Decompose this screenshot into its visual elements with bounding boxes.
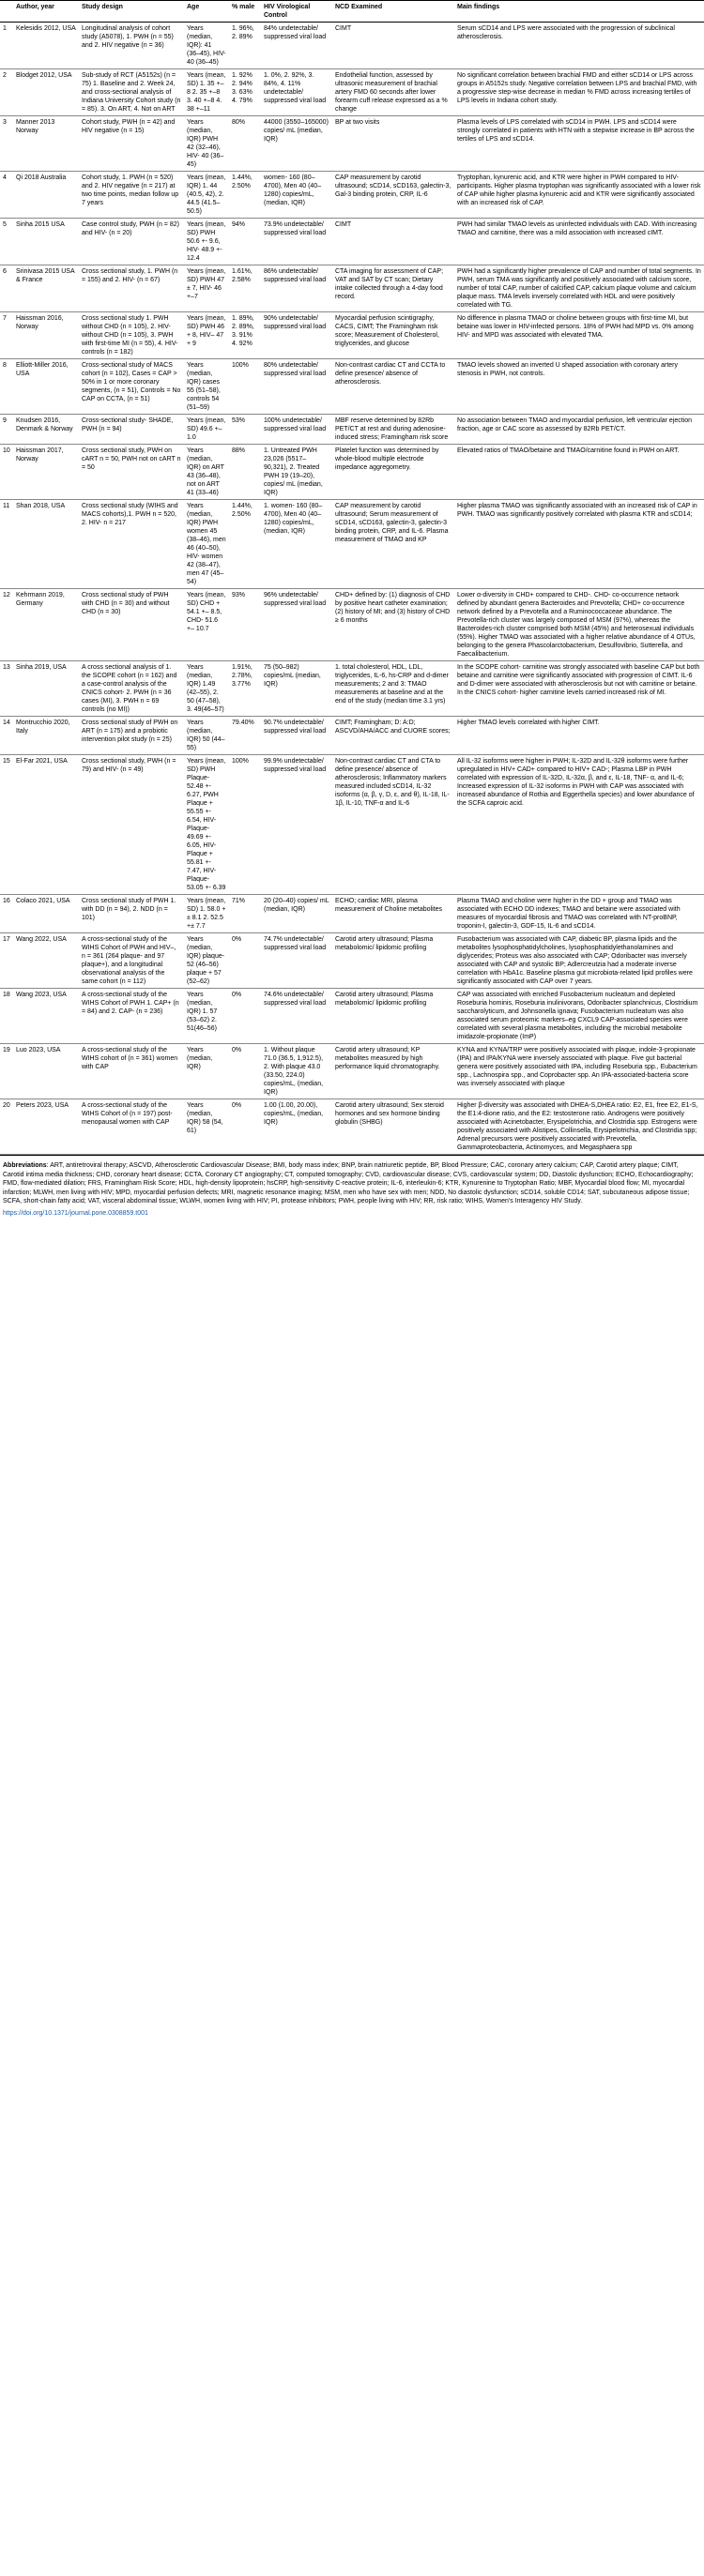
male-cell: 79.40% [232, 720, 254, 726]
table-row [0, 69, 704, 116]
design-cell: Cross-sectional study of MACS cohort (n = 102), Cases = CAP > 50% in 1 or more coronary segments, (n = 51), Controls = No CAP on CCTA, (n = 51) [82, 362, 181, 402]
table-row [0, 172, 704, 219]
ncd-cell: CAP measurement by carotid ultrasound; Serum measurement of sCD14, sCD163, galectin-3, galectin-3 binding protein, CRP, and IL-6. Plasma measurement of TMAO and KP [335, 503, 449, 543]
age-cell: Years (mean, SD) PWH 46 + 8, HIV– 47 + 9 [187, 315, 226, 347]
age-cell: Years (mean, IQR) 1. 44 (40.5, 42), 2. 44.5 (41.5–50.5) [187, 174, 226, 215]
author-cell: Wang 2022, USA [16, 936, 67, 943]
male-cell: 1. 92% 2. 94% 3. 63% 4. 79% [232, 72, 253, 104]
table-row [0, 717, 704, 755]
male-cell: 53% [232, 417, 246, 424]
design-cell: Cohort study, PWH (n = 42) and HIV negative (n = 15) [82, 119, 176, 134]
ncd-cell: Non-contrast cardiac CT and CTA to define presence/ absence of atherosclerosis; Inflammatory markers measured included sCD14, IL-32 isoforms (α, β, γ, D, ε, and θ), IL-18, IL-1β, IL-10, TNF-α and IL-6 [335, 758, 450, 807]
row-number: 14 [3, 720, 10, 726]
male-cell: 0% [232, 936, 242, 943]
author-cell: Kelesidis 2012, USA [16, 25, 76, 32]
hiv-control-cell: 90.7% undetectable/ suppressed viral load [264, 720, 327, 735]
design-cell: A cross-sectional study of the WIHS Cohort of PWH 1. CAP+ (n = 84) and 2. CAP- (n = 236) [82, 992, 179, 1015]
row-number: 2 [3, 72, 7, 79]
row-number: 4 [3, 174, 7, 181]
table-row [0, 933, 704, 989]
table-row [0, 989, 704, 1044]
hiv-control-cell: 80% undetectable/ suppressed viral load [264, 362, 327, 377]
author-cell: Montrucchio 2020, Italy [16, 720, 70, 735]
findings-cell: No significant correlation between brachial FMD and either sCD14 or LPS across groups in A5152s study. Negative correlation between LPS and brachial FMD, with a progressive step-wise decrease in median % FMD across increasing tertiles of LPS levels in Indiana cohort study. [457, 72, 697, 104]
row-number: 13 [3, 664, 10, 671]
hiv-control-cell: 1.00 (1.00, 20.00), copies/mL, (median, IQR) [264, 1102, 324, 1126]
design-cell: A cross-sectional study of the WIHS Cohort of (n = 197) post-menopausal women with CAP [82, 1102, 173, 1126]
findings-cell: KYNA and KYNA/TRP were positively associated with plaque, indole-3-propionate (IPA) and IPA/KYNA were inversely associated with plaque. Five gut bacterial genera were positively associated with IPA, including Roseburia spp., Eubacterium spp., Lachnospira spp., and Coprobacter spp. An IPA-associated-bacteria score was inversely associated with plaque [457, 1047, 697, 1087]
author-cell: Haissman 2017, Norway [16, 447, 64, 462]
author-cell: Srinivasa 2015 USA & France [16, 268, 75, 283]
age-cell: Years (mean, SD) PWH Plaque- 52.48 +- 6.27, PWH Plaque + 55.55 +- 6.54, HIV- Plaque- 49.69 +- 6.05, HIV- Plaque + 55.81 +- 7.47, HIV- Plaque- 53.05 +- 6.39 [187, 758, 226, 891]
hiv-control-cell: 1. 0%, 2. 92%, 3. 84%, 4. 11% undetectable/ suppressed viral load [264, 72, 327, 104]
ncd-cell: Myocardial perfusion scintigraphy, CACS, CIMT; The Framingham risk score; Measurement of Cholesterol, triglycerides, and glucose [335, 315, 439, 347]
male-cell: 80% [232, 119, 246, 126]
age-cell: Years (mean, SD) 1. 58.0 +± 8.1 2. 52.5 +± 7.7 [187, 898, 226, 930]
findings-cell: No association between TMAO and myocardial perfusion, left ventricular ejection fraction, age or CAC score as assessed by 82Rb PET/CT. [457, 417, 693, 432]
hiv-control-cell: 86% undetectable/ suppressed viral load [264, 268, 327, 283]
age-cell: Years (median, IQR) 1.49 (42–55), 2. 50 (47–58), 3. 49(46–57) [187, 664, 224, 713]
ncd-cell: Platelet function was determined by whole-blood multiple electrode impedance aggregometry. [335, 447, 439, 471]
table-row [0, 415, 704, 445]
design-cell: Cross sectional study of PWH with CHD (n = 30) and without CHD (n = 30) [82, 592, 170, 615]
author-cell: El-Far 2021, USA [16, 758, 68, 765]
table-row [0, 755, 704, 895]
hiv-control-cell: 73.9% undetectable/ suppressed viral load [264, 221, 327, 236]
design-cell: Cross sectional study of PWH on ART (n = 175) and a probiotic intervention pilot study (n = 25) [82, 720, 178, 743]
ncd-cell: CAP measurement by carotid ultrasound; sCD14, sCD163, galectin-3, Gal-3 binding protein, CRP, IL-6 [335, 174, 451, 198]
age-cell: Years (median, IQR) 1. 57 (53–62) 2. 51(46–56) [187, 992, 218, 1032]
hiv-control-cell: 75 (50–982) copies/mL (median, IQR) [264, 664, 321, 688]
hiv-control-cell: 1. Untreated PWH 23,026 (5517–90,321), 2. Treated PWH 19 (19–20), copies/ mL (median, IQR) [264, 447, 323, 496]
design-cell: A cross-sectional study of the WIHS cohort of (n = 361) women with CAP [82, 1047, 178, 1070]
male-cell: 1.91%, 2.78%, 3.77% [232, 664, 253, 688]
design-cell: Cross sectional study (WIHS and MACS cohorts),1. PWH n = 520, 2. HIV- n = 217 [82, 503, 178, 526]
age-cell: Years (median, IQR) 50 (44–55) [187, 720, 225, 751]
findings-cell: Higher plasma TMAO was significantly associated with an increased risk of CAP in PWH. TMAO was significantly positively correlated with plasma KTR and sCD14; [457, 503, 697, 518]
row-number: 15 [3, 758, 10, 765]
table-row [0, 359, 704, 415]
hiv-control-cell: 1. Without plaque 71.0 (36.5, 1,912.5), 2. With plaque 43.0 (33.50, 224.0) copies/mL, (median, IQR) [264, 1047, 324, 1096]
author-cell: Blodget 2012, USA [16, 72, 72, 79]
age-cell: Years (median, IQR) on ART 43 (36–48), not on ART 41 (33–46) [187, 447, 224, 496]
hiv-control-cell: 74.7% undetectable/ suppressed viral load [264, 936, 327, 951]
age-cell: Years (median, IQR) PWH 42 (32–46), HIV- 40 (36–45) [187, 119, 224, 168]
hiv-control-cell: 20 (20–40) copies/ mL (median, IQR) [264, 898, 329, 913]
author-cell: Sinha 2015 USA [16, 221, 65, 228]
author-cell: Haissman 2016, Norway [16, 315, 64, 330]
design-cell: A cross-sectional study of the WIHS Cohort of PWH and HIV–, n = 361 (264 plaque- and 97 plaque+), and a longitudinal observational analysis of the same cohort (n = 112) [82, 936, 176, 985]
male-cell: 1. 89%, 2. 89%, 3. 91% 4. 92% [232, 315, 254, 347]
header-hiv-control: HIV Virological Control [261, 1, 332, 23]
findings-cell: PWH had a significantly higher prevalence of CAP and number of total segments. In PWH, serum TMA was significantly and positively associated with calcium score, number of total CAP, number of calcified CAP, calcium plaque volume and calcium plaque mass. TMA levels inversely correlated with HDL and were positively correlated with TG. [457, 268, 701, 309]
findings-cell: TMAO levels showed an inverted U shaped association with coronary artery stenosis in PWH, not controls. [457, 362, 678, 377]
age-cell: Years (median, IQR) [187, 1047, 213, 1070]
ncd-cell: Carotid artery ultrasound; Plasma metabolomic/ lipidomic profiling [335, 992, 434, 1007]
ncd-cell: CIMT [335, 25, 352, 32]
abbreviations-label: Abbreviations [3, 1162, 47, 1169]
male-cell: 93% [232, 592, 246, 599]
design-cell: Cross sectional study, PWH on cART n = 50, PWH not on cART n = 50 [82, 447, 181, 471]
age-cell: Years (mean, SD) PWH 50.6 +- 9.6, HIV- 48.9 +- 12.4 [187, 221, 226, 262]
author-cell: Elliott-Miller 2016, USA [16, 362, 69, 377]
row-number: 8 [3, 362, 7, 369]
author-cell: Wang 2023, USA [16, 992, 67, 998]
row-number: 18 [3, 992, 10, 998]
findings-cell: Plasma TMAO and choline were higher in the DD + group and TMAO was associated with ECHO DD indexes; TMAO and betaine were associated with measures of myocardial fibrosis and TMAO was correlated with NT-proBNP, troponin-I, galectin-3, GDF-15, IL-6 and sCD14. [457, 898, 681, 930]
table-row [0, 116, 704, 172]
age-cell: Years (mean, SD) PWH 47 ± 7, HIV- 46 +–7 [187, 268, 226, 300]
male-cell: 100% [232, 758, 249, 765]
doi-link[interactable]: https://doi.org/10.1371/journal.pone.0308859.t001 [3, 1209, 148, 1217]
hiv-control-cell: 90% undetectable/ suppressed viral load [264, 315, 327, 330]
author-cell: Colaco 2021, USA [16, 898, 70, 904]
abbreviations-text: : ART, antiretroviral therapy; ASCVD, Atherosclerotic Cardiovascular Disease; BMI, body mass index; BNP, brain natriuretic peptide, BP, Blood Pressure; CAC, coronary artery calcium; CAP, Carotid artery plaque; CIMT, Carotid intima media thickness; CHD, coronary heart disease; CCTA, Coronary CT angiography; CT, computed tomography; CVD, cardiovascular disease; CVS, cardiovascular system; DD, Diastolic dysfunction; ECHO, Echocardiography; FMD, flow-mediated dilation; FRS, Framingham Risk Score; HDL, high-density lipoprotein; hsCRP, high-sensitivity C-reactive protein; IL-6, interleukin-6; KTR, Kynurenine to Tryptophan Ratio; MBF, Myocardial blood flow; MI, myocardial infarction; MLWH, men living with HIV; MPD, myocardial perfusion defects; MRI, magnetic resonance imaging; MSM, men who have sex with men; NDD, No diastolic dysfunction; sCD14, soluble CD14; SAT, subcutaneous adipose tissue; SCFA, short-chain fatty acid; VAT, visceral abdominal tissue; WLWH, women living with HIV; PI, protease inhibitors; PWH, people living with HIV; RR, risk ratio; WIHS, Women's Interagency HIV Study. [3, 1162, 694, 1205]
header-age: Age [184, 1, 229, 23]
male-cell: 1.44%, 2.50% [232, 174, 253, 189]
age-cell: Years (mean, SD) 1. 35 +–8 2. 35 +–8 3. 40 +–8 4. 38 +–11 [187, 72, 226, 113]
male-cell: 94% [232, 221, 246, 228]
age-cell: Years (median, IQR) plaque- 52 (46–56) plaque + 57 (52–62) [187, 936, 225, 985]
header-design: Study design [79, 1, 184, 23]
author-cell: Manner 2013 Norway [16, 119, 55, 134]
ncd-cell: Carotid artery ultrasound; Sex steroid hormones and sex hormone binding globulin (SHBG) [335, 1102, 444, 1126]
header-author: Author, year [13, 1, 79, 23]
row-number: 7 [3, 315, 7, 322]
ncd-cell: CHD+ defined by: (1) diagnosis of CHD by positive heart catheter examination; (2) history of MI; and (3) history of CHD ≥ 6 months [335, 592, 451, 624]
row-number: 5 [3, 221, 7, 228]
hiv-control-cell: 1. women- 160 (80–4700), Men 40 (40–1280) copies/mL, (median, IQR) [264, 503, 323, 535]
row-number: 9 [3, 417, 7, 424]
header-ncd: NCD Examined [332, 1, 454, 23]
male-cell: 0% [232, 992, 242, 998]
row-number: 17 [3, 936, 10, 943]
ncd-cell: ECHO; cardiac MRI, plasma measurement of Choline metabolites [335, 898, 443, 913]
table-row [0, 1044, 704, 1099]
findings-cell: Elevated ratios of TMAO/betaine and TMAO/carnitine found in PWH on ART. [457, 447, 680, 454]
age-cell: Years (mean, SD) 49.6 +–1.0 [187, 417, 226, 441]
row-number: 16 [3, 898, 10, 904]
row-number: 3 [3, 119, 7, 126]
table-row [0, 1099, 704, 1155]
findings-cell: All IL-32 isoforms were higher in PWH; IL-32D and IL-32θ isoforms were further upregulated in HIV+ CAD+ compared to HIV+ CAD-; Plasma LBP in PWH correlated with expression of IL-32D, IL-32α, β, and ε, IL-18, TNF- α, and IL-6; Increased expression of IL-32 isoforms in PWH with CAP was associated with increased abundance of Rothia and Eggerthella species) and lower abundance of the SCFA caproic acid. [457, 758, 695, 807]
abbreviations-footnote [0, 1155, 704, 1206]
row-number: 12 [3, 592, 10, 599]
author-cell: Peters 2023, USA [16, 1102, 69, 1109]
design-cell: Cross sectional study, 1. PWH (n = 155) and 2. HIV- (n = 67) [82, 268, 178, 283]
ncd-cell: Carotid artery ultrasound; KP metabolites measured by high performance liquid chromatography. [335, 1047, 440, 1070]
male-cell: 100% [232, 362, 249, 369]
row-number: 6 [3, 268, 7, 275]
ncd-cell: CTA imaging for assessment of CAP; VAT and SAT by CT scan; Dietary intake collected through a 4-day food record. [335, 268, 444, 300]
design-cell: Cross sectional study of PWH 1. with DD (n = 94), 2. NDD (n = 101) [82, 898, 176, 921]
table-body [0, 23, 704, 1155]
table-row [0, 895, 704, 933]
study-table [0, 0, 704, 1155]
design-cell: Case control study, PWH (n = 82) and HIV- (n = 20) [82, 221, 179, 236]
header-findings: Main findings [454, 1, 704, 23]
author-cell: Shan 2018, USA [16, 503, 66, 509]
design-cell: Cohort study, 1. PWH (n = 520) and 2. HIV negative (n = 217) at two time points, median follow up 7 years [82, 174, 179, 206]
ncd-cell: 1. total cholesterol, HDL, LDL, triglycerides, IL-6, hs-CRP and d-dimer measurements; 2 and 3: TMAO measurements at baseline and at the end of the study (median time 3.1 yrs) [335, 664, 449, 705]
findings-cell: Higher β-diversity was associated with DHEA-S,DHEA ratio: E2, E1, free E2, E1-S, the E1:4-dione ratio, and the E2: testosterone ratio. Androgens were positively associated with Acinetobacter, Erysipelotrichia, and Clostridia spp. Estrogens were positively associated with Alistipes, Collinsella, Erysipelotrichia, and Clostridia spp; Adrenal precursors were positively associated with Prevotella, Gammaproteobacteria, Actinomyces, and Megasphaera spp [457, 1102, 698, 1151]
findings-cell: In the SCOPE cohort- carnitine was strongly associated with baseline CAP but both betaine and carnitine were significantly associated with progression of CIMT. IL-6 and D-dimer were associated with atherosclerosis but not with carnitine or betaine. In the CNICS cohort- higher carnitine levels carried increased risk of MI. [457, 664, 700, 696]
table-row [0, 500, 704, 589]
findings-cell: Tryptophan, kynurenic acid, and KTR were higher in PWH compared to HIV- participants. Higher plasma tryptophan was significantly associated with a lower risk of CAP while higher plasma kynurenic acid and KTR were significantly associated with an increased risk of CAP. [457, 174, 701, 206]
ncd-cell: CIMT; Framingham; D: A:D; ASCVD/AHA/ACC and CUORE scores; [335, 720, 451, 735]
ncd-cell: Non-contrast cardiac CT and CCTA to define presence/ absence of atherosclerosis. [335, 362, 446, 386]
age-cell: Years (median, IQR): 41 (36–45), HIV- 40 (36–45) [187, 25, 226, 66]
table-row [0, 445, 704, 500]
table-row [0, 23, 704, 69]
findings-cell: Lower α-diversity in CHD+ compared to CHD-. CHD- co-occurrence network defined by abundant genera Bacteroides and Prevotella; CHD+ co-occurrence network defined by a Prevotella and a Ruminococcaceae abundance. The Prevotella-rich cluster was largely composed of MSM (97%), whereas the Bacteroides-rich cluster comprised both MSM (45%) and heterosexual individuals (55%). Higher TMAO was associated with a higher relative abundance of 4 OTUs, belonging to the genera Phascolarctobacterium, Desulfovibrio, Sutterella, and Faecalibacterium. [457, 592, 696, 658]
male-cell: 0% [232, 1102, 242, 1109]
findings-cell: Fusobacterium was associated with CAP, diabetic BP, plasma lipids and the metabolites lysophosphatidylcholines, lysophosphatidylethanolamines and diglycerides; Proteus was also associated with CAP; Odoribacter was inversely associated with CAP and systolic BP; Adlercreutzia had a moderate inverse correlation with HbA1c. Baseline plasma gut microbiota-related lipid profiles were significantly associated with CAP over 7 years. [457, 936, 693, 985]
findings-cell: CAP was associated with enriched Fusobacterium nucleatum and depleted Roseburia hominis, Roseburia inulinivorans, Odoribacter splanchnicus, Clostridium saccharolyticum, and Johnsonella ignava; Fusobacterium nucleatum was also associated serum proteomic markers–eg CXCL9 CAP-associated species were correlated with several plasma metabolites, including the microbial metabolite imidazole-propionate (ImP) [457, 992, 698, 1040]
header-male: % male [229, 1, 261, 23]
design-cell: Cross sectional study, PWH (n = 79) and HIV- (n = 49) [82, 758, 176, 773]
male-cell: 1.44%, 2.50% [232, 503, 253, 518]
male-cell: 71% [232, 898, 246, 904]
hiv-control-cell: 100% undetectable/ suppressed viral load [264, 417, 327, 432]
age-cell: Years (median, IQR) cases 55 (51–58), controls 54 (51–59) [187, 362, 221, 411]
table-row [0, 589, 704, 661]
ncd-cell: MBF reserve determined by 82Rb PET/CT at rest and during adenosine-induced stress; Framingham risk score [335, 417, 449, 441]
table-row [0, 265, 704, 312]
row-number: 11 [3, 503, 10, 509]
ncd-cell: Carotid artery ultrasound; Plasma metabolomic/ lipidomic profiling [335, 936, 434, 951]
ncd-cell: Endothelial function, assessed by ultrasonic measurement of brachial artery FMD 60 seconds after lower forearm cuff release expressed as a % change [335, 72, 448, 113]
age-cell: Years (median, IQR) 58 (54, 61) [187, 1102, 223, 1134]
row-number: 19 [3, 1047, 10, 1053]
hiv-control-cell: 74.6% undetectable/ suppressed viral load [264, 992, 327, 1007]
male-cell: 1.61%, 2.58% [232, 268, 253, 283]
findings-cell: Serum sCD14 and LPS were associated with the progression of subclinical atherosclerosis. [457, 25, 675, 40]
design-cell: Longitudinal analysis of cohort study (A5078), 1. PWH (n = 55) and 2. HIV negative (n = 36) [82, 25, 174, 49]
ncd-cell: CIMT [335, 221, 352, 228]
hiv-control-cell: 96% undetectable/ suppressed viral load [264, 592, 327, 607]
row-number: 20 [3, 1102, 10, 1109]
design-cell: Cross sectional study 1. PWH without CHD (n = 105), 2. HIV- without CHD (n = 105), 3. PWH with first-time MI (n = 55), 4. HIV- controls (n = 182) [82, 315, 178, 356]
table-row [0, 312, 704, 359]
findings-cell: PWH had similar TMAO levels as uninfected individuals with CAD. With increasing TMAO and carnitine, there was a mild association with increased cIMT. [457, 221, 697, 236]
male-cell: 88% [232, 447, 246, 454]
hiv-control-cell: 99.9% undetectable/ suppressed viral load [264, 758, 327, 773]
age-cell: Years (mean, SD) CHD + 54.1 +– 8.5, CHD- 51.6 +– 10.7 [187, 592, 226, 632]
findings-cell: No difference in plasma TMAO or choline between groups with first-time MI, but betaine was lower in HIV-infected persons. 18% of PWH had MPD vs. 0% among HIV- and MPD was associated with elevated TMA. [457, 315, 694, 339]
author-cell: Luo 2023, USA [16, 1047, 61, 1053]
table-header-row [0, 1, 704, 23]
author-cell: Sinha 2019, USA [16, 664, 67, 671]
age-cell: Years (median, IQR) PWH women 45 (38–46), men 46 (40–50), HIV- women 42 (38–47), men 47 (45–54) [187, 503, 226, 585]
hiv-control-cell: 84% undetectable/ suppressed viral load [264, 25, 327, 40]
design-cell: Sub-study of RCT (A5152s) (n = 75) 1. Baseline and 2. Week 24, and cross-sectional analysis of Indiana University Cohort study (n = 85). 3. On ART, 4. Not on ART [82, 72, 181, 113]
table-row [0, 661, 704, 717]
hiv-control-cell: women- 160 (80–4700), Men 40 (40–1280) copies/mL, (median, IQR) [264, 174, 322, 206]
row-number: 1 [3, 25, 7, 32]
male-cell: 1. 96%, 2. 89% [232, 25, 254, 40]
design-cell: Cross-sectional study- SHADE, PWH (n = 94) [82, 417, 174, 432]
author-cell: Knudsen 2016, Denmark & Norway [16, 417, 73, 432]
findings-cell: Plasma levels of LPS correlated with sCD14 in PWH. LPS and sCD14 were strongly correlated in patients with HTN with a stepwise increase in BP across the tertiles of LPS and sCD14. [457, 119, 695, 143]
hiv-control-cell: 44000 (3550–165000) copies/ mL (median, IQR) [264, 119, 329, 143]
author-cell: Qi 2018 Australia [16, 174, 67, 181]
author-cell: Kehrmann 2019, Germany [16, 592, 65, 607]
male-cell: 0% [232, 1047, 242, 1053]
table-row [0, 219, 704, 265]
design-cell: A cross sectional analysis of 1. the SCOPE cohort (n = 162) and a case-control analysis of the CNICS cohort- 2. PWH (n = 36 cases (MI), 3. PWH n = 69 controls (no MI)) [82, 664, 177, 713]
ncd-cell: BP at two visits [335, 119, 380, 126]
header-cell [0, 1, 13, 23]
row-number: 10 [3, 447, 10, 454]
findings-cell: Higher TMAO levels correlated with higher CIMT. [457, 720, 600, 726]
